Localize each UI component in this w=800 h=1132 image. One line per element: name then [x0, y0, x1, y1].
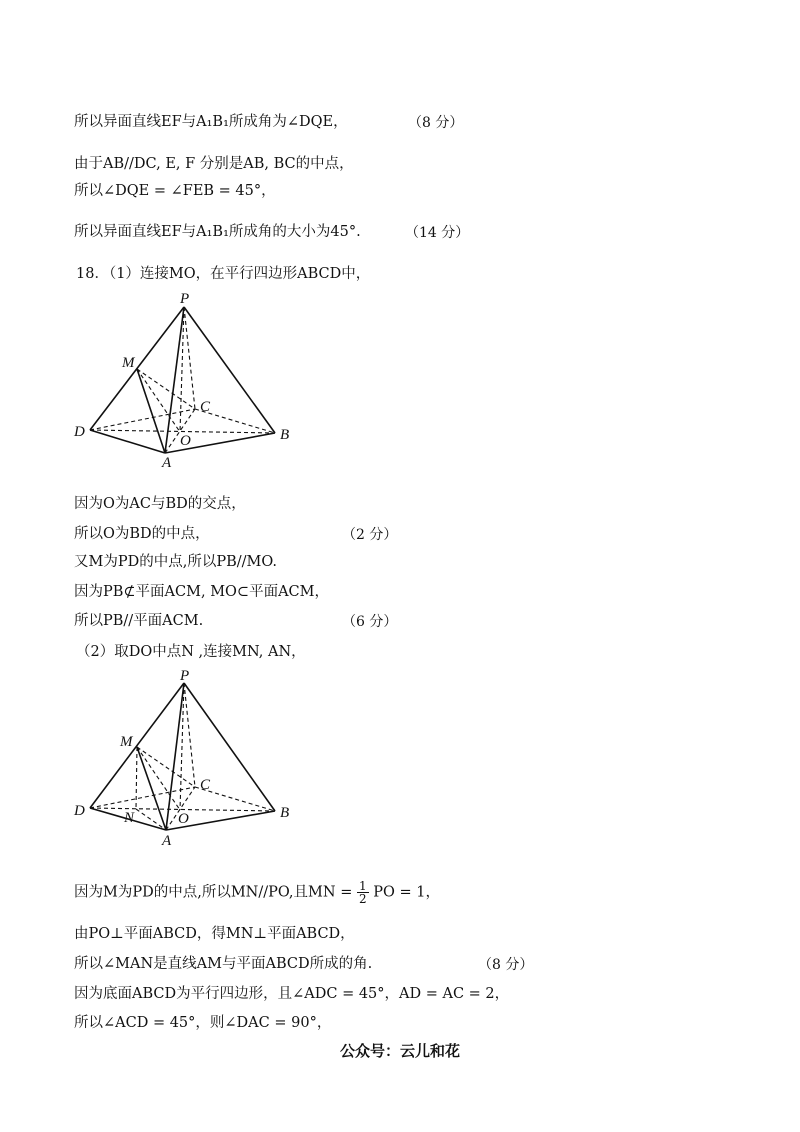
label-B: B	[280, 805, 290, 821]
text-line-13: 由PO⊥平面ABCD，得MN⊥平面ABCD，	[74, 926, 355, 942]
text-line-3: 所以∠DQE = ∠FEB = 45°，	[74, 183, 276, 199]
text-line-8: 又M为PD的中点,所以PB//MO.	[74, 554, 278, 570]
text-line-11: （2）取DO中点N ,连接MN, AN，	[76, 644, 306, 660]
text-line-12	[74, 880, 440, 905]
text-line-16: 所以∠ACD = 45°，则∠DAC = 90°，	[74, 1015, 332, 1031]
text-line-15: 因为底面ABCD为平行四边形，且∠ADC = 45°，AD = AC = 2，	[74, 986, 510, 1002]
text-line-2: 由于AB//DC, E, F 分别是AB, BC的中点，	[74, 156, 354, 172]
text-line-14: 所以∠MAN是直线AM与平面ABCD所成的角.	[74, 956, 373, 972]
label-D: D	[74, 803, 85, 819]
label-O: O	[180, 433, 191, 449]
label-A: A	[162, 833, 172, 849]
pyramid-figure-1	[60, 285, 310, 470]
fraction-denominator: 2	[358, 892, 367, 906]
text-line-7: 所以O为BD的中点，	[74, 526, 210, 542]
label-M: M	[120, 734, 133, 750]
footer-watermark: 公众号：云儿和花	[339, 1042, 460, 1060]
pyramid-figure-2	[60, 665, 310, 850]
text-line-10: 所以PB//平面ACM.	[74, 613, 204, 629]
text-line-12a: 因为M为PD的中点,所以MN//PO,且MN =	[74, 884, 353, 901]
label-C: C	[200, 399, 211, 415]
score-3: （2 分）	[342, 527, 398, 543]
label-P: P	[180, 291, 190, 307]
fraction-one-half	[357, 880, 369, 905]
problem-18-heading: 18．（1）连接MO，在平行四边形ABCD中，	[76, 266, 371, 282]
text-line-12b: PO = 1，	[373, 884, 440, 901]
label-B: B	[280, 427, 290, 443]
text-line-4: 所以异面直线EF与A₁B₁所成角的大小为45°.	[74, 224, 361, 240]
score-2: （14 分）	[405, 225, 470, 241]
text-line-9: 因为PB⊄平面ACM, MO⊂平面ACM，	[74, 584, 329, 600]
fraction-numerator: 1	[358, 879, 367, 893]
text-line-1: 所以异面直线EF与A₁B₁所成角为∠DQE，	[74, 114, 348, 130]
label-P: P	[180, 668, 190, 684]
label-M: M	[122, 355, 135, 371]
label-A: A	[162, 455, 172, 470]
score-5: （8 分）	[478, 957, 534, 973]
label-C: C	[200, 777, 211, 793]
text-line-6: 因为O为AC与BD的交点，	[74, 496, 246, 512]
score-1: （8 分）	[408, 115, 464, 131]
score-4: （6 分）	[342, 614, 398, 630]
label-O: O	[178, 811, 189, 827]
label-N: N	[124, 810, 135, 826]
label-D: D	[74, 424, 85, 440]
